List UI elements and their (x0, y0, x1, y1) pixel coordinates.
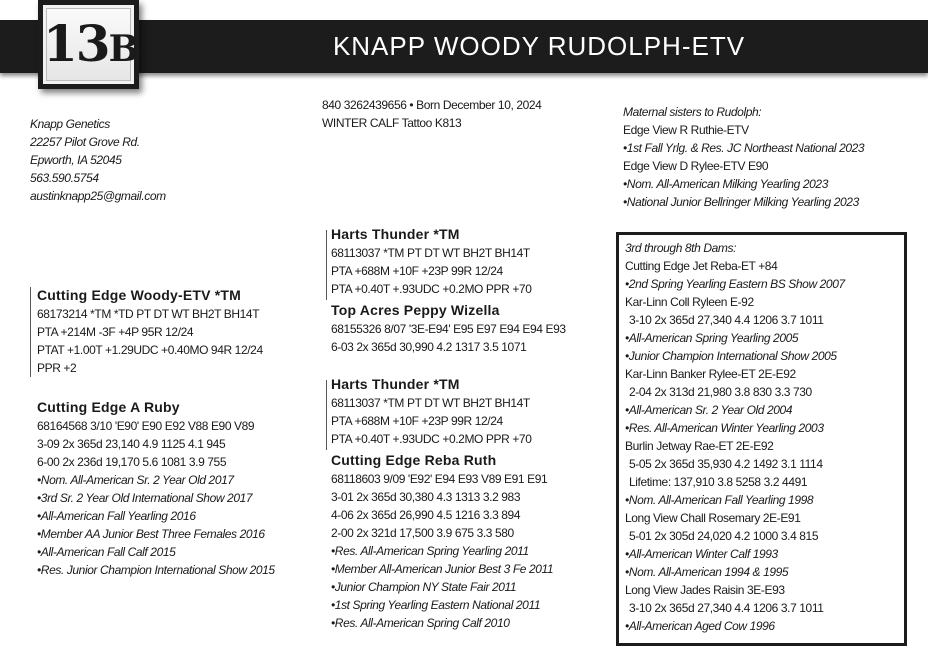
maternal-sister-line: Edge View D Rylee-ETV E90 (623, 159, 769, 173)
extended-dam-line: 5-05 2x 365d 35,930 4.2 1492 3.1 1114 (629, 457, 823, 471)
extended-dam-line: 2-04 2x 313d 21,980 3.8 830 3.3 730 (629, 385, 812, 399)
dam-sire-line: 68113037 *TM PT DT WT BH2T BH14T (331, 396, 530, 410)
sire-line: PPR +2 (37, 361, 77, 375)
extended-dam-line: 5-01 2x 305d 24,020 4.2 1000 3.4 815 (629, 529, 819, 543)
dam-record-line: •All-American Fall Calf 2015 (37, 545, 176, 559)
extended-dam-line: Burlin Jetway Rae-ET 2E-E92 (625, 439, 774, 453)
sire-sire-line: 68113037 *TM PT DT WT BH2T BH14T (331, 246, 530, 260)
sire-sire-name: Harts Thunder *TM (331, 226, 460, 242)
extended-dam-line: 3-10 2x 365d 27,340 4.4 1206 3.7 1011 (629, 313, 824, 327)
sire-dam-line: 6-03 2x 365d 30,990 4.2 1317 3.5 1071 (331, 340, 527, 354)
dam-dam-record-line: •Member All-American Junior Best 3 Fe 2011 (331, 562, 554, 576)
dam-record-line: 3-09 2x 365d 23,140 4.9 1125 4.1 945 (37, 437, 226, 451)
extended-dam-line: •All-American Winter Calf 1993 (625, 547, 778, 561)
sire (37, 286, 263, 377)
sire-line: 68173214 *TM *TD PT DT WT BH2T BH14T (37, 307, 260, 321)
dam-sire-name: Harts Thunder *TM (331, 376, 460, 392)
extended-dams-heading: 3rd through 8th Dams: (625, 241, 736, 255)
extended-dams-box (616, 232, 907, 646)
dam-record-line: 68164568 3/10 'E90' E90 E92 V88 E90 V89 (37, 419, 255, 433)
dam-record-line: •3rd Sr. 2 Year Old International Show 2017 (37, 491, 253, 505)
extended-dam-line: Kar-Linn Banker Rylee-ET 2E-E92 (625, 367, 796, 381)
extended-dam-line: •Res. All-American Winter Yearling 2003 (625, 421, 824, 435)
dam-dam-record-line: •Res. All-American Spring Calf 2010 (331, 616, 510, 630)
extended-dam-line: Cutting Edge Jet Reba-ET +84 (625, 259, 778, 273)
pedigree-connector-sire-a (326, 230, 327, 300)
lot-number-digits: 13 (43, 14, 109, 73)
lot-number-badge (38, 0, 139, 89)
dam-dam-record-list (331, 470, 553, 632)
sire-line: PTA +214M -3F +4P 95R 12/24 (37, 325, 194, 339)
birth-info (322, 96, 541, 132)
extended-dam-line: •Nom. All-American 1994 & 1995 (625, 565, 789, 579)
dam-dam-name: Cutting Edge Reba Ruth (331, 452, 497, 468)
sire-dam (331, 301, 566, 356)
extended-dam-line: •2nd Spring Yearling Eastern BS Show 2007 (625, 277, 845, 291)
maternal-sister-line: •1st Fall Yrlg. & Res. JC Northeast National 2023 (623, 141, 865, 155)
dam-dam-record-line: 4-06 2x 365d 26,990 4.5 1216 3.3 894 (331, 508, 521, 522)
owner-address: 22257 Pilot Grove Rd. (30, 135, 140, 149)
maternal-sister-line: •National Junior Bellringer Milking Yearling 2023 (623, 195, 859, 209)
dam (37, 398, 275, 579)
dam-record-line: •Nom. All-American Sr. 2 Year Old 2017 (37, 473, 234, 487)
dam-record-list (37, 417, 275, 579)
extended-dam-line: •All-American Sr. 2 Year Old 2004 (625, 403, 793, 417)
maternal-sisters-list (623, 121, 864, 211)
sire-sire (331, 225, 531, 298)
dam-dam-record-line: •1st Spring Yearling Eastern National 2011 (331, 598, 541, 612)
dam-record-line: 6-00 2x 236d 19,170 5.6 1081 3.9 755 (37, 455, 227, 469)
calf-class-tattoo: WINTER CALF Tattoo K813 (322, 116, 462, 130)
maternal-sister-line: Edge View R Ruthie-ETV (623, 123, 749, 137)
owner-info (30, 115, 166, 205)
extended-dam-line: 3-10 2x 365d 27,340 4.4 1206 3.7 1011 (629, 601, 824, 615)
dam-dam-record-line: 2-00 2x 321d 17,500 3.9 675 3.3 580 (331, 526, 514, 540)
dam-record-line: •All-American Fall Yearling 2016 (37, 509, 196, 523)
dam-sire-line: PTA +0.40T +.93UDC +0.2MO PPR +70 (331, 432, 532, 446)
extended-dam-line: •Nom. All-American Fall Yearling 1998 (625, 493, 814, 507)
dam-dam-record-line: •Junior Champion NY State Fair 2011 (331, 580, 517, 594)
dam-sire-line: PTA +688M +10F +23P 99R 12/24 (331, 414, 503, 428)
dam-dam-record-line: •Res. All-American Spring Yearling 2011 (331, 544, 529, 558)
extended-dam-line: •Junior Champion International Show 2005 (625, 349, 837, 363)
extended-dam-line: Lifetime: 137,910 3.8 5258 3.2 4491 (629, 475, 808, 489)
owner-email: austinknapp25@gmail.com (30, 189, 166, 203)
dam-name: Cutting Edge A Ruby (37, 399, 180, 415)
dam-record-line: •Res. Junior Champion International Show 2015 (37, 563, 275, 577)
extended-dam-line: Long View Chall Rosemary 2E-E91 (625, 511, 801, 525)
dam-dam-record-line: 3-01 2x 365d 30,380 4.3 1313 3.2 983 (331, 490, 521, 504)
dam-dam-record-line: 68118603 9/09 'E92' E94 E93 V89 E91 E91 (331, 472, 548, 486)
owner-farm: Knapp Genetics (30, 117, 110, 131)
maternal-sister-line: •Nom. All-American Milking Yearling 2023 (623, 177, 828, 191)
registration-birthdate: 840 3262439656 • Born December 10, 2024 (322, 98, 542, 112)
pedigree-connector-sire-b (326, 380, 327, 450)
dam-dam (331, 451, 553, 632)
sire-dam-line: 68155326 8/07 '3E-E94' E95 E97 E94 E94 E93 (331, 322, 566, 336)
owner-phone: 563.590.5754 (30, 171, 99, 185)
dam-record-line: •Member AA Junior Best Three Females 2016 (37, 527, 265, 541)
dam-sire (331, 375, 531, 448)
owner-city: Epworth, IA 52045 (30, 153, 122, 167)
sire-line: PTAT +1.00T +1.29UDC +0.40MO 94R 12/24 (37, 343, 263, 357)
sire-sire-line: PTA +0.40T +.93UDC +0.2MO PPR +70 (331, 282, 532, 296)
lot-number (43, 14, 140, 76)
sire-sire-line: PTA +688M +10F +23P 99R 12/24 (331, 264, 503, 278)
lot-number-suffix: B (108, 28, 140, 70)
maternal-sisters-heading: Maternal sisters to Rudolph: (623, 105, 762, 119)
sire-name: Cutting Edge Woody-ETV *TM (37, 287, 242, 303)
maternal-sisters (623, 103, 864, 211)
extended-dam-line: Long View Jades Raisin 3E-E93 (625, 583, 785, 597)
extended-dam-line: •All-American Spring Yearling 2005 (625, 331, 799, 345)
pedigree-connector-sire (30, 287, 31, 377)
extended-dam-line: •All-American Aged Cow 1996 (625, 619, 775, 633)
extended-dams-list (625, 257, 904, 635)
extended-dam-line: Kar-Linn Coll Ryleen E-92 (625, 295, 754, 309)
page-title: KNAPP WOODY RUDOLPH-ETV (332, 31, 746, 61)
sire-dam-name: Top Acres Peppy Wizella (331, 302, 500, 318)
